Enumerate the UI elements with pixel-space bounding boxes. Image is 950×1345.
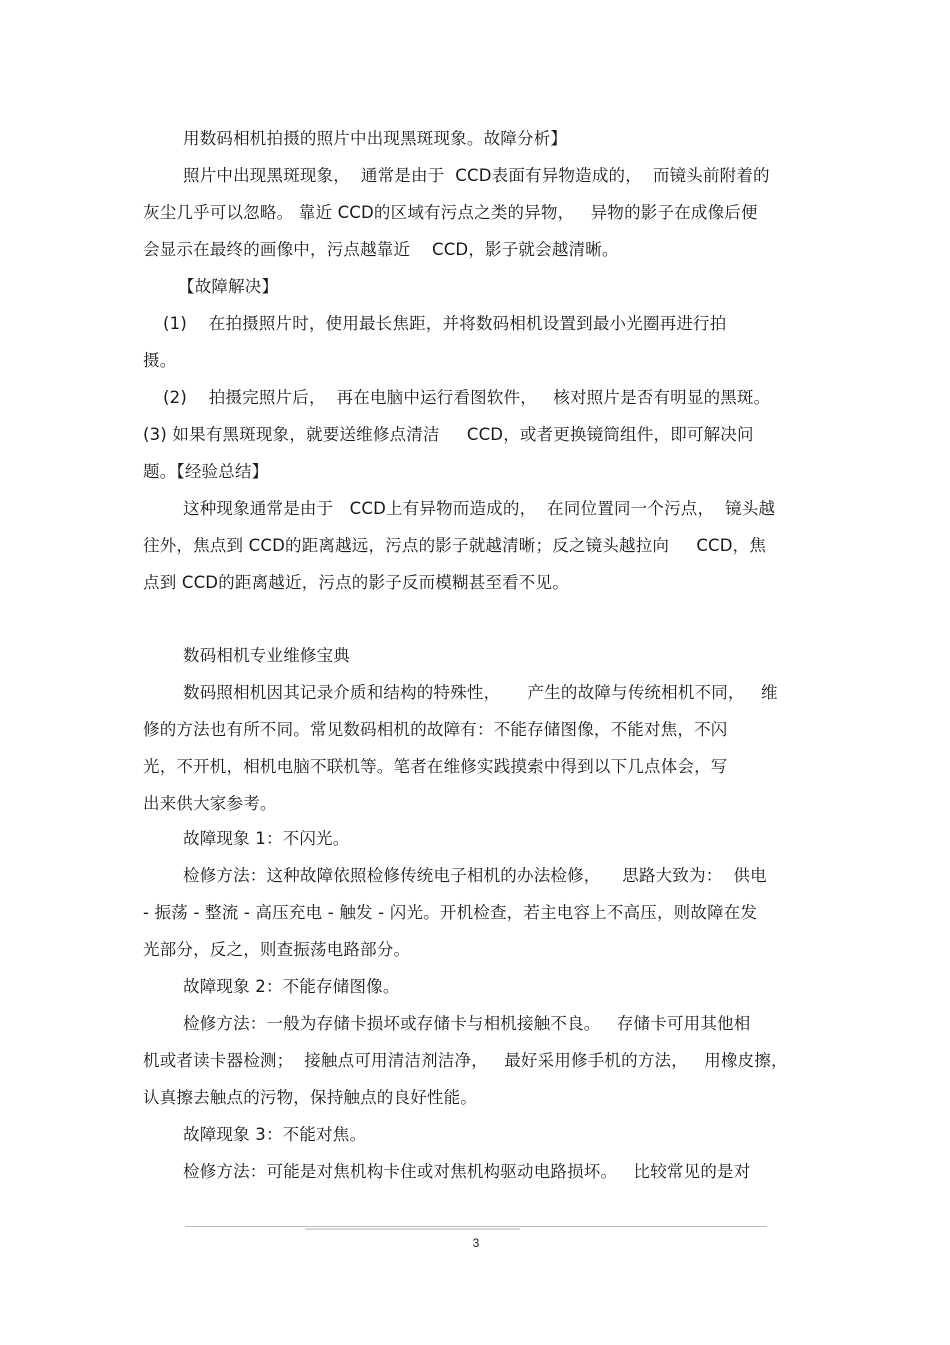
text-line: 数码照相机因其记录介质和结构的特殊性， 产生的故障与传统相机不同， 维 [183,683,778,702]
text-line: 机或者读卡器检测； 接触点可用清洁剂洁净， 最好采用修手机的方法， 用橡皮擦， [143,1051,788,1070]
text-line: 故障现象 3：不能对焦。 [183,1125,367,1144]
text-line: 用数码相机拍摄的照片中出现黑斑现象。故障分析】 [183,129,568,148]
text-line: (1) 在拍摄照片时，使用最长焦距，并将数码相机设置到最小光圈再进行拍 [163,314,727,333]
text-line: 往外，焦点到 CCD的距离越远，污点的影子就越清晰；反之镜头越拉向 CCD，焦 [143,536,767,555]
text-line: 灰尘几乎可以忽略。 靠近 CCD的区域有污点之类的异物， 异物的影子在成像后便 [143,203,758,222]
text-line: 检修方法：这种故障依照检修传统电子相机的办法检修， 思路大致为： 供电 [183,866,767,885]
text-line: 这种现象通常是由于 CCD上有异物而造成的， 在同位置同一个污点， 镜头越 [183,499,776,518]
page-number: 3 [472,1236,480,1250]
text-line: 题。【经验总结】 [143,462,269,481]
text-line: (2) 拍摄完照片后， 再在电脑中运行看图软件， 核对照片是否有明显的黑斑。 [163,388,771,407]
text-line: 出来供大家参考。 [143,794,277,813]
footer-divider [185,1226,767,1227]
text-line: 检修方法：可能是对焦机构卡住或对焦机构驱动电路损坏。 比较常见的是对 [183,1162,751,1181]
text-line: 故障现象 1：不闪光。 [183,829,350,848]
text-line: 故障现象 2：不能存储图像。 [183,977,400,996]
text-line: (3) 如果有黑斑现象，就要送维修点清洁 CCD，或者更换镜筒组件，即可解决问 [143,425,754,444]
text-line: 光部分，反之，则查振荡电路部分。 [143,940,411,959]
text-line: 修的方法也有所不同。常见数码相机的故障有：不能存储图像，不能对焦，不闪 [143,720,728,739]
section-title: 数码相机专业维修宝典 [183,646,350,665]
text-line: 光，不开机，相机电脑不联机等。笔者在维修实践摸索中得到以下几点体会，写 [143,757,728,776]
text-line: 照片中出现黑斑现象， 通常是由于 CCD表面有异物造成的， 而镜头前附着的 [183,166,770,185]
text-line: 摄。 [143,351,177,370]
text-line: 点到 CCD的距离越近，污点的影子反而模糊甚至看不见。 [143,573,569,592]
section-heading: 【故障解决】 [178,277,279,296]
text-line: 检修方法：一般为存储卡损坏或存储卡与相机接触不良。 存储卡可用其他相 [183,1014,751,1033]
text-line: 会显示在最终的画像中，污点越靠近 CCD，影子就会越清晰。 [143,240,619,259]
footer-divider-shade [305,1228,520,1230]
text-line: - 振荡 - 整流 - 高压充电 - 触发 - 闪光。开机检查，若主电容上不高压，则故障在发 [143,903,758,922]
text-line: 认真擦去触点的污物，保持触点的良好性能。 [143,1088,477,1107]
